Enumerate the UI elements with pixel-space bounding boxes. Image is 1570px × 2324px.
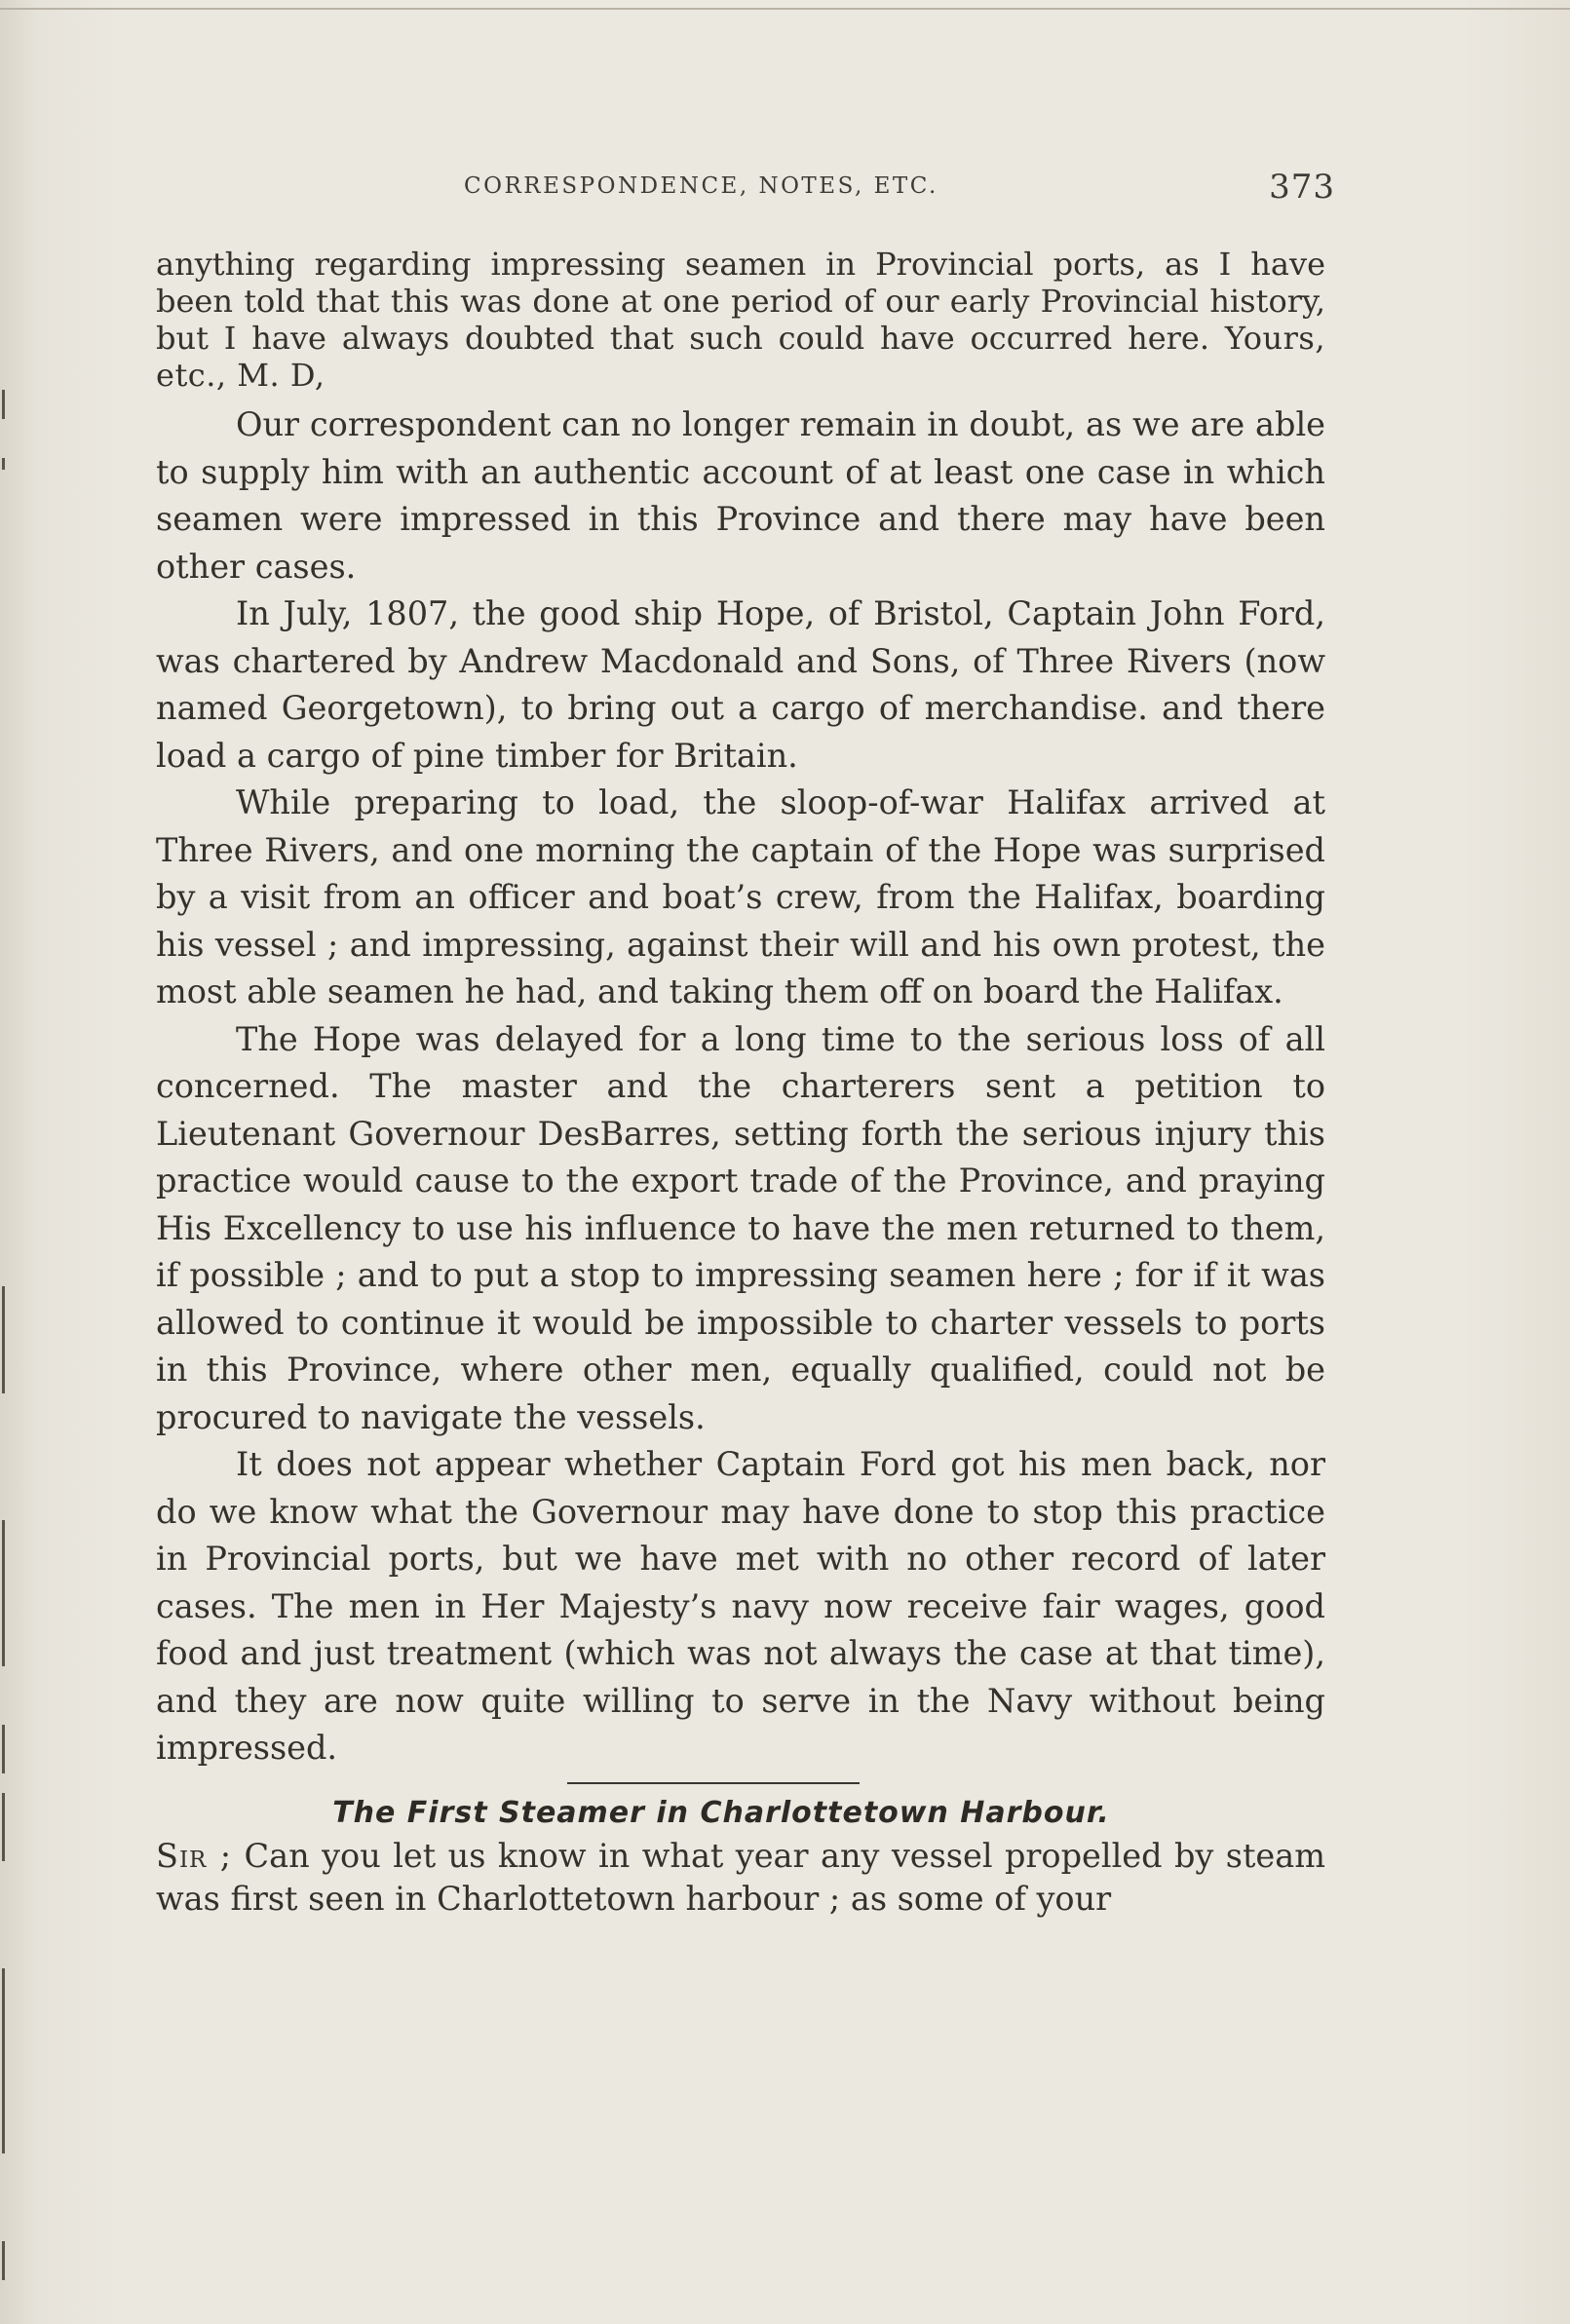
paragraph: It does not appear whether Captain Ford got his men back, nor do we know what the Governour may have done to stop this practice in Provincial ports, but we have met with no other record of later cases. The men in Her Majesty’s navy now receive fair wages, good food and just treatment (which was not always the case at that time), and they are now quite willing to serve in the Navy without being impressed. — [156, 1445, 1325, 1767]
section-heading: The First Steamer in Charlottetown Harbour. — [332, 1795, 1110, 1830]
article-body — [156, 246, 1325, 1921]
paragraph: While preparing to load, the sloop-of-war Halifax arrived at Three Rivers, and one morning the captain of the Hope was surprised by a visit from an officer and boat’s crew, from the Halifax, boarding his vessel ; and impressing, against their will and his own protest, the most able seamen he had, and taking them off on board the Halifax. — [156, 783, 1325, 1010]
letter-continued-text: anything regarding impressing seamen in Provincial ports, as I have been told that this was done at one period of our early Provincial history, but I have always doubted that such could have occurred here. — [156, 246, 1325, 357]
running-head — [156, 168, 1335, 212]
letter-continued — [156, 246, 1325, 394]
section-letter-text: Can you let us know in what year any vessel propelled by steam was first seen in Charlottetown harbour ; as some of your — [156, 1836, 1325, 1918]
salutation: Sir ; — [156, 1836, 233, 1875]
section-separator-rule — [567, 1782, 860, 1784]
running-head-title: CORRESPONDENCE, NOTES, ETC. — [464, 173, 938, 199]
paragraph: The Hope was delayed for a long time to the serious loss of all concerned. The master and the charterers sent a petition to Lieutenant Governour DesBarres, setting forth the serious injury this practice would cause to the export trade of the Province, and praying His Excellency to use his influence to have the men returned to them, if possible ; and to put a stop to impressing seamen here ; for if it was allowed to continue it would be impossible to charter vessels to ports in this Province, where other men, equally qualified, could not be procured to navigate the vessels. — [156, 1019, 1325, 1436]
top-edge-rule — [0, 8, 1570, 10]
paragraph: Our correspondent can no longer remain in doubt, as we are able to supply him with an authentic account of at least one case in which seamen were impressed in this Province and there may have been other cases. — [156, 405, 1325, 586]
letter-closing: Yours, etc., M. D, — [156, 320, 1326, 394]
section-letter — [156, 1835, 1325, 1921]
paragraph: In July, 1807, the good ship Hope, of Bristol, Captain John Ford, was chartered by Andrew Macdonald and Sons, of Three Rivers (now named Georgetown), to bring out a cargo of merchandise. and there load a cargo of pine timber for Britain. — [156, 594, 1325, 775]
page-number: 373 — [1269, 168, 1335, 207]
